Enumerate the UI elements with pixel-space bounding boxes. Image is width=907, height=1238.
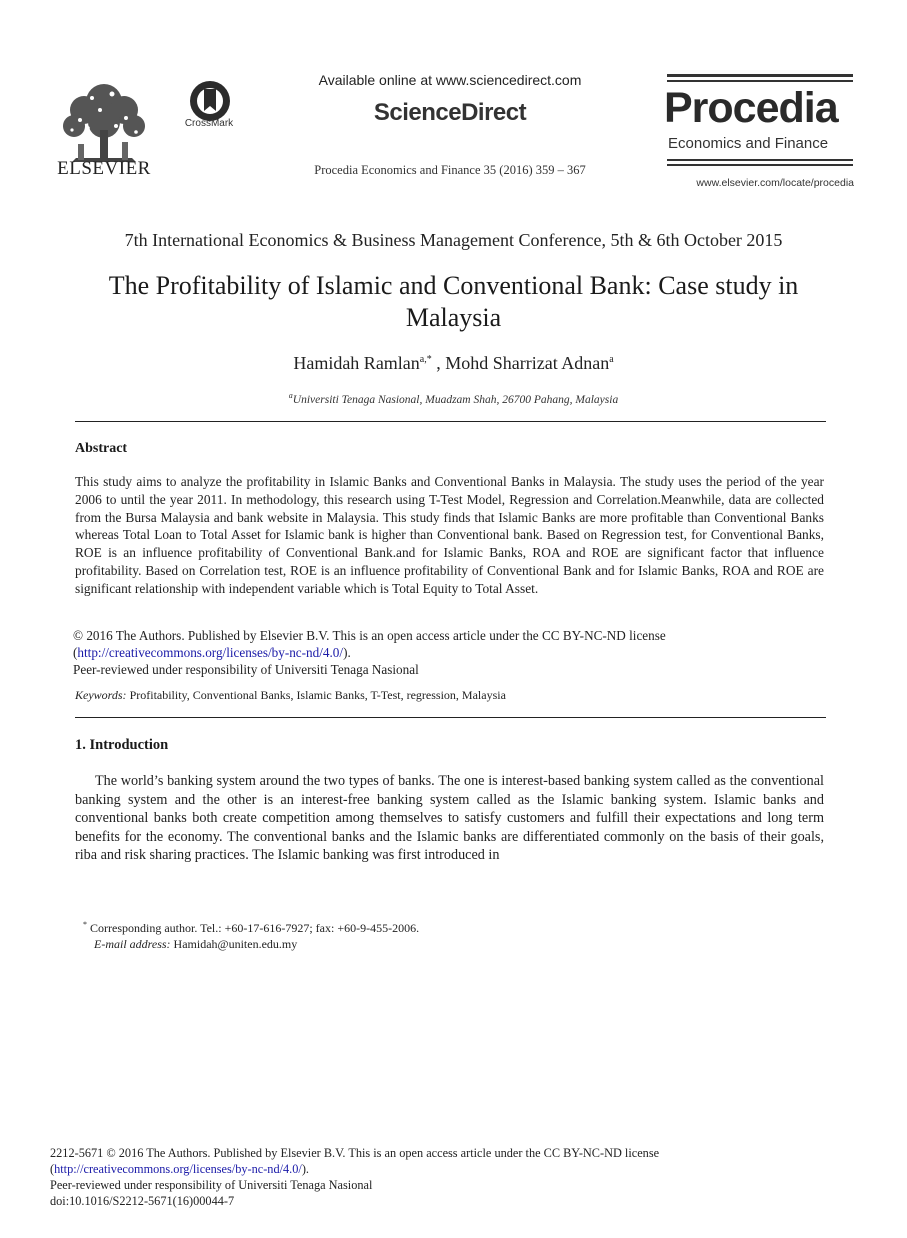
affiliation-text: Universiti Tenaga Nasional, Muadzam Shah, 26700 Pahang, Malaysia xyxy=(292,393,619,406)
issn-copyright-line: 2212-5671 © 2016 The Authors. Published by Elsevier B.V. This is an open access article under the CC BY-NC-ND license xyxy=(50,1146,660,1160)
license-line xyxy=(73,644,833,661)
author-line xyxy=(60,353,847,374)
email-label: E-mail address: xyxy=(94,937,171,951)
keywords-label: Keywords: xyxy=(75,688,127,702)
available-online-text: Available online at www.sciencedirect.com xyxy=(318,72,582,88)
journal-subtitle: Economics and Finance xyxy=(668,135,829,152)
email-address[interactable]: Hamidah@uniten.edu.my xyxy=(170,937,298,951)
paren: ( xyxy=(73,645,78,660)
section-heading-introduction: 1. Introduction xyxy=(75,737,169,753)
masthead-rule xyxy=(667,80,853,82)
author-affiliation-marker: a,* xyxy=(419,354,432,365)
conference-line: 7th International Economics & Business Management Conference, 5th & 6th October 2015 xyxy=(124,230,783,250)
abstract-heading: Abstract xyxy=(75,441,128,456)
license-link[interactable]: http://creativecommons.org/licenses/by-nc-nd/4.0/ xyxy=(54,1162,302,1176)
crossmark-label: CrossMark xyxy=(184,118,234,129)
section-divider xyxy=(75,717,826,718)
paren: ). xyxy=(343,645,351,660)
keywords-line xyxy=(75,688,835,703)
affiliation-marker: a xyxy=(288,391,293,400)
peer-review-line: Peer-reviewed under responsibility of Universiti Tenaga Nasional xyxy=(50,1178,373,1192)
doi[interactable]: doi:10.1016/S2212-5671(16)00044-7 xyxy=(50,1194,235,1208)
journal-url-link[interactable]: www.elsevier.com/locate/procedia xyxy=(696,177,854,189)
affiliation xyxy=(60,391,847,406)
sciencedirect-wordmark[interactable]: ScienceDirect xyxy=(373,99,527,126)
masthead-rule xyxy=(667,164,853,166)
peer-review-line: Peer-reviewed under responsibility of Universiti Tenaga Nasional xyxy=(73,662,419,677)
corresponding-author-footnote xyxy=(83,920,843,936)
copyright-block xyxy=(73,627,833,678)
author-separator: , xyxy=(431,353,446,373)
masthead-rule xyxy=(667,159,853,161)
publication-info xyxy=(50,1145,850,1209)
author-affiliation-marker: a xyxy=(609,354,614,365)
journal-title: Procedia xyxy=(664,84,838,132)
paren: ). xyxy=(301,1162,309,1176)
author-name: Mohd Sharrizat Adnan xyxy=(445,353,610,373)
author-name: Hamidah Ramlan xyxy=(293,353,420,373)
introduction-paragraph: The world’s banking system around the two types of banks. The one is interest-based banking system called as the conventional banking system and the other is an interest-free banking system called as the Islamic banking system. Islamic banks and conventional banks both create competition among themselves to satisfy customers and fulfill their expectations and long term benefits for the economy. The conventional banks and the Islamic banks are differentiated commonly on the basis of their goals, riba and risk sharing practices. The Islamic banking was first introduced in xyxy=(75,773,824,863)
masthead-rule xyxy=(667,74,853,77)
license-line xyxy=(50,1161,850,1177)
paper-title: The Profitability of Islamic and Conventional Bank: Case study in Malaysia xyxy=(108,271,799,332)
elsevier-wordmark: ELSEVIER xyxy=(57,158,151,179)
paren: ( xyxy=(50,1162,55,1176)
copyright-line: © 2016 The Authors. Published by Elsevier B.V. This is an open access article under the CC BY-NC-ND license xyxy=(73,628,666,643)
keywords-text: Profitability, Conventional Banks, Islamic Banks, T-Test, regression, Malaysia xyxy=(126,688,506,702)
abstract-body: This study aims to analyze the profitability in Islamic Banks and Conventional Banks in Malaysia. The study uses the period of the year 2006 to until the year 2011. In methodology, this research using T-Test Model, Regression and Correlation.Meanwhile, data are collected from the Bursa Malaysia and bank website in Malaysia. This study finds that Islamic Banks are more profitable than Conventional Banks whereas Total Loan to Total Asset for Islamic bank is higher than Conventional bank. Based on Regression test, for Conventional Banks, ROE is an influence profitability of Conventional Bank.and for Islamic Banks, ROA and ROE are significant factor that influence profitability. Based on Correlation test, ROE is an influence profitability of Conventional Bank and for Islamic Banks, ROA and ROE are significant relationship with independent variable which is Total Equity to Total Asset. xyxy=(75,474,824,596)
license-link[interactable]: http://creativecommons.org/licenses/by-nc-nd/4.0/ xyxy=(77,645,344,660)
footnote-marker: * xyxy=(83,920,87,929)
section-divider xyxy=(75,421,826,422)
journal-reference: Procedia Economics and Finance 35 (2016) 359 – 367 xyxy=(314,163,586,177)
footnote-text: Corresponding author. Tel.: +60-17-616-7927; fax: +60-9-455-2006. xyxy=(87,921,420,935)
email-footnote xyxy=(94,937,854,952)
